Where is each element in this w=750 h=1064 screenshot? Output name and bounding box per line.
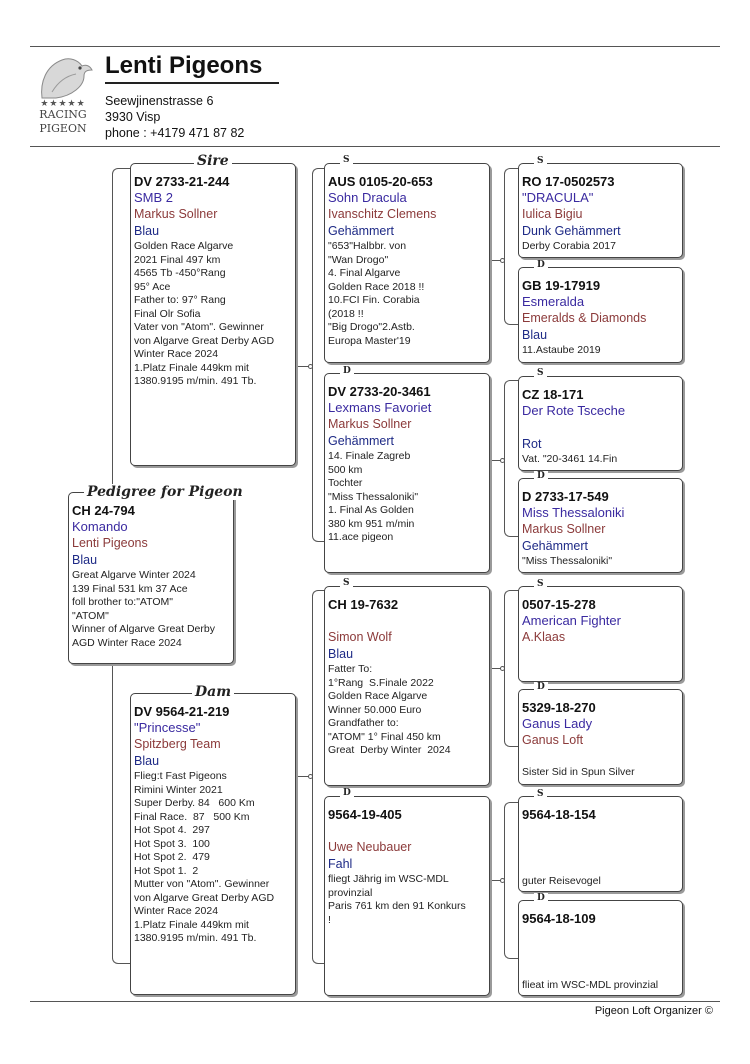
ring-number: CH 19-7632 [328, 597, 399, 612]
notes: Fatter To: 1°Rang S.Finale 2022 Golden Race Algarve Winner 50.000 Euro Grandfather to: "ATOM" 1° Final 450 km Great Derby Winter 2024 [328, 663, 451, 756]
label-d: D [534, 471, 548, 481]
label-d: D [340, 366, 354, 376]
pigeon-card-sire-dam[interactable] [324, 373, 490, 573]
pigeon-card-dds[interactable] [518, 796, 683, 892]
connector-dot [308, 364, 313, 369]
color: Gehämmert [328, 224, 394, 238]
color: Blau [328, 647, 354, 661]
title-underline [105, 82, 279, 84]
color: Blau [72, 553, 98, 567]
connector-dot [500, 258, 505, 263]
ring-number: 9564-18-109 [522, 911, 596, 926]
color: Blau [134, 754, 160, 768]
label-s: S [534, 368, 547, 378]
notes: 14. Finale Zagreb 500 km Tochter "Miss Thessaloniki" 1. Final As Golden 380 km 951 m/min 11.ace pigeon [328, 450, 419, 543]
connector-ss [504, 168, 519, 325]
phone-number: phone : +4179 471 87 82 [105, 126, 245, 140]
breeder: Simon Wolf [328, 630, 392, 644]
connector-dd [504, 802, 519, 959]
ring-number: CZ 18-171 [522, 387, 584, 402]
pigeon-card-sds[interactable] [518, 376, 683, 471]
ring-number: DV 2733-20-3461 [328, 384, 431, 399]
ring-number: GB 19-17919 [522, 278, 601, 293]
pigeon-name: American Fighter [522, 613, 621, 628]
color: Gehämmert [522, 539, 588, 553]
ring-number: DV 9564-21-219 [134, 704, 230, 719]
ring-number: AUS 0105-20-653 [328, 174, 433, 189]
label-sire: Sire [194, 153, 232, 169]
address-street: Seewjinenstrasse 6 [105, 94, 214, 108]
ring-number: RO 17-0502573 [522, 174, 615, 189]
blank-line [522, 419, 679, 436]
connector-ds [504, 590, 519, 747]
connector-sd [504, 380, 519, 537]
breeder: Iulica Bigiu [522, 207, 583, 221]
color: Blau [134, 224, 160, 238]
breeder: Markus Sollner [522, 522, 606, 536]
pigeon-card-dam-sire[interactable] [324, 586, 490, 786]
pigeon-card-subject[interactable] [68, 492, 234, 664]
pigeon-card-dss[interactable] [518, 586, 683, 682]
notes: Golden Race Algarve 2021 Final 497 km 4565 Tb -450°Rang 95° Ace Father to: 97° Rang Final Olr Sofia Vater von "Atom". Gewinner von Algarve Great Derby AGD Winter Race 2024 1.Platz Finale 449km mit 1380.9195 m/min. 491 Tb. [134, 240, 275, 387]
connector-dot [500, 458, 505, 463]
pigeon-card-ddd[interactable] [518, 900, 683, 996]
pigeon-card-sire[interactable] [130, 163, 296, 466]
pigeon-name [328, 613, 486, 629]
pigeon-card-sdd[interactable] [518, 478, 683, 573]
racing-pigeon-logo [32, 52, 94, 138]
breeder: Uwe Neubauer [328, 840, 412, 854]
notes: Great Algarve Winter 2024 139 Final 531 km 37 Ace foll brother to:"ATOM" "ATOM" Winner of Algarve Great Derby AGD Winter Race 2024 [72, 569, 215, 649]
logo-text-pigeon: PIGEON [39, 122, 87, 135]
pigeon-name: Ganus Lady [522, 716, 593, 731]
label-s: S [340, 578, 353, 588]
notes: Flieg:t Fast Pigeons Rimini Winter 2021 Super Derby. 84 600 Km Final Race. 87 500 Km Hot Spot 4. 297 Hot Spot 3. 100 Hot Spot 2. 479 Hot Spot 1. 2 Mutter von "Atom". Gewinner von Algarve Great Derby AGD Winter Race 2024 1.Platz Finale 449km mit 1380.9195 m/min. 491 Tb. [134, 770, 275, 944]
breeder: Markus Sollner [328, 417, 412, 431]
label-dam: Dam [192, 684, 234, 700]
pigeon-name: Esmeralda [522, 294, 585, 309]
pigeon-card-ssd[interactable] [518, 267, 683, 363]
pigeon-name: Der Rote Tsceche [522, 403, 626, 418]
label-s: S [534, 156, 547, 166]
notes: guter Reisevogel [522, 875, 601, 887]
notes: Vat. "20-3461 14.Fin [522, 453, 618, 465]
pigeon-name [328, 823, 486, 839]
pigeon-name: Lexmans Favoriet [328, 400, 432, 415]
notes: flieat im WSC-MDL provinzial [522, 979, 659, 991]
breeder: Ivanschitz Clemens [328, 207, 437, 221]
label-s: S [534, 789, 547, 799]
blank-line [522, 749, 679, 766]
label-d: D [534, 260, 548, 270]
label-s: S [534, 579, 547, 589]
color: Dunk Gehämmert [522, 224, 621, 238]
color: Blau [522, 328, 548, 342]
breeder: Ganus Loft [522, 733, 584, 747]
connector-dot [308, 774, 313, 779]
connector-dot [500, 666, 505, 671]
logo-stars: ★★★★★ [40, 98, 86, 108]
notes: Sister Sid in Spun Silver [522, 766, 635, 778]
notes: "Miss Thessaloniki" [522, 555, 613, 567]
ring-number: 9564-19-405 [328, 807, 402, 822]
loft-title: Lenti Pigeons [105, 52, 263, 79]
label-d: D [340, 788, 354, 798]
label-pedigree: Pedigree for Pigeon [84, 484, 246, 500]
ring-number: 9564-18-154 [522, 807, 596, 822]
pigeon-name: SMB 2 [134, 190, 174, 205]
logo-text-racing: RACING [39, 108, 87, 121]
ring-number: D 2733-17-549 [522, 489, 609, 504]
pigeon-name: Komando [72, 519, 128, 534]
pigeon-card-dam-dam[interactable] [324, 796, 490, 996]
label-d: D [534, 682, 548, 692]
color: Rot [522, 437, 542, 451]
ring-number: 0507-15-278 [522, 597, 596, 612]
notes: Derby Corabia 2017 [522, 240, 616, 252]
pigeon-card-sss[interactable] [518, 163, 683, 258]
connector-dot [500, 878, 505, 883]
pigeon-name: Miss Thessaloniki [522, 505, 625, 520]
pigeon-card-sire-sire[interactable] [324, 163, 490, 363]
pigeon-card-dam[interactable] [130, 693, 296, 995]
ring-number: 5329-18-270 [522, 700, 596, 715]
label-d: D [534, 893, 548, 903]
address-city: 3930 Visp [105, 110, 161, 124]
header-rule [30, 146, 720, 147]
ring-number: CH 24-794 [72, 503, 135, 518]
footer-rule [30, 1001, 720, 1002]
pigeon-name: "DRACULA" [522, 190, 594, 205]
footer-credit: Pigeon Loft Organizer © [594, 1005, 713, 1017]
notes: fliegt Jährig im WSC-MDL provinzial Paris 761 km den 91 Konkurs ! [328, 873, 466, 926]
top-rule [30, 46, 720, 47]
label-s: S [340, 155, 353, 165]
breeder: Spitzberg Team [134, 737, 221, 751]
breeder: A.Klaas [522, 630, 566, 644]
color: Gehämmert [328, 434, 394, 448]
pigeon-icon [32, 52, 94, 100]
ring-number: DV 2733-21-244 [134, 174, 230, 189]
notes: "653"Halbbr. von "Wan Drogo" 4. Final Algarve Golden Race 2018 !! 10.FCI Fin. Corabia (2018 !! "Big Drogo"2.Astb. Europa Master'19 [328, 240, 425, 347]
notes: 11.Astaube 2019 [522, 344, 601, 356]
color: Fahl [328, 857, 353, 871]
breeder: Emeralds & Diamonds [522, 311, 647, 325]
breeder: Lenti Pigeons [72, 536, 148, 550]
breeder: Markus Sollner [134, 207, 218, 221]
pigeon-name: Sohn Dracula [328, 190, 407, 205]
pigeon-name: "Princesse" [134, 720, 201, 735]
pigeon-card-dsd[interactable] [518, 689, 683, 785]
